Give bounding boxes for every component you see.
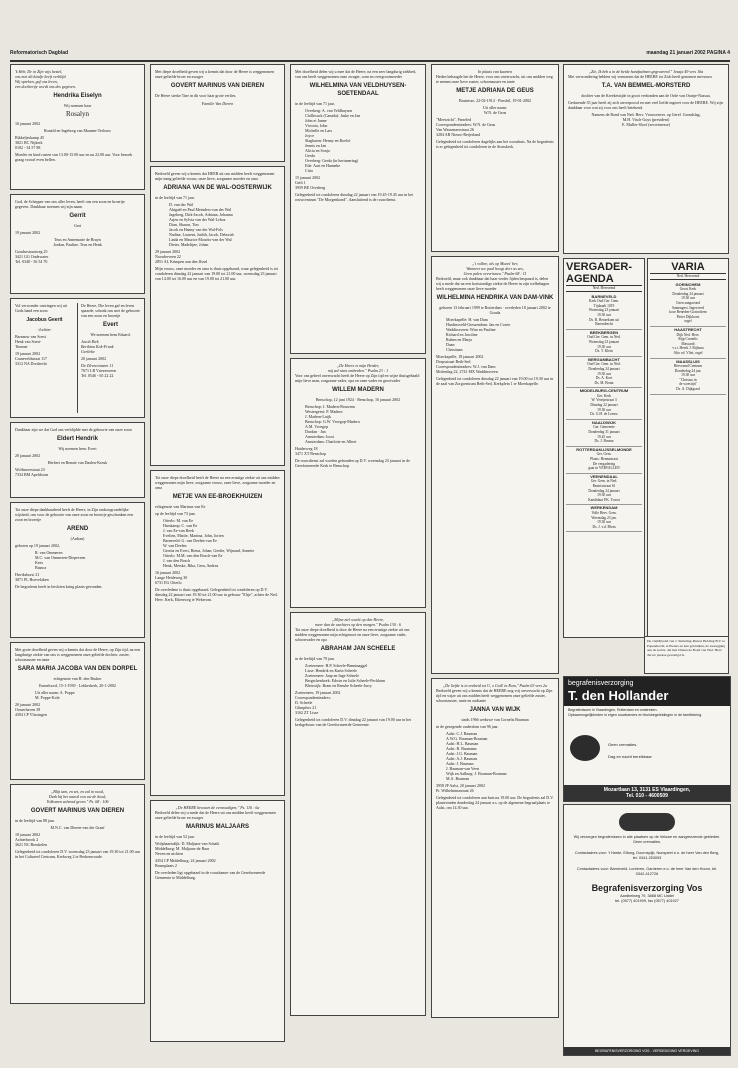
funeral-car-logo-icon (570, 735, 600, 761)
death-notice-marinus (150, 800, 285, 1042)
agenda-title: VERGADER-AGENDA (566, 261, 642, 286)
agenda-entry-details: Oud Ger. Gem. in Ned. Donderdag 24 januari 19.30 uur Ds. A. Kort Ds. M. Bruin (587, 362, 621, 385)
death-notice-govert (10, 784, 145, 1004)
notice-sub: in de leeftijd van 79 jaar. (295, 656, 335, 661)
notice-intro: Bedroefd delen wij u mede dat de Heere uit ons midden heeft weggenomen onze geliefde broer en zwager (155, 810, 276, 820)
agenda-sub: Ned. Hervormd (566, 286, 642, 292)
notice-address: Haiderweg 18 3471 XT Benschop (295, 446, 327, 456)
notice-address: Zoetermeer, 19 januari 2002 Correspondentieadres: D. Scheele Glimpfers 21 3162 ZT Lisse (295, 690, 341, 715)
agenda-entry-title: VEENENDAAL (590, 473, 618, 479)
notice-parents: Otterlo: M. van Ee Harskamp: C. van Ee J. van Ee-van Beek Evelien, Mattie, Martina, John, Jorien Barneveld: G. van Deelen-van Ee W. van Deelen Gerrita en Evert, Riena, Johan, Gerdie, Wijnand, Annette Otterlo: M.M. van den Bosch-van Ee J. van den Bosch Henk, Metske, Rika, Gera, Andrea (163, 518, 255, 568)
notice-address: 18 januari 2002 Achterbrook 2 3621 NC Breukelen (15, 832, 47, 847)
notice-parents: Herbert en Renate van Daalen-Kreuk (47, 460, 108, 465)
notice-quote: „'t volbre, als op Mozes' ber, (472, 261, 518, 266)
notice-footer: Moeder en kind rusten van 13.00-15.00 uur en na 22.00 uur. Voor bezoek graag vooraf even bellen. (15, 152, 133, 162)
notice-parents: Jacob Riek Berthina Kok-Frunk Gerlieke (81, 339, 114, 354)
notice-address: Moerkapelle, 18 januari 2002 Dorpsstraat Beth-Sed Correspondentieadres: W.J. van Dam Molentlag 22, 2741 MX Waddinxveen (436, 354, 498, 374)
agenda-entry (566, 505, 642, 532)
person-name: METJE VAN EE-BROEKHUIZEN (172, 494, 263, 500)
notice-intro: Met verwondering hebben wij vernomen dat de HEERE tot Zich heeft genomen mevrouw (568, 74, 713, 79)
notice-quote: „De Heere is mijn Herder, (336, 363, 380, 368)
agenda-entry-title: NAALDWIJK (592, 419, 616, 425)
notice-date: 16 januari 2002 (15, 121, 41, 126)
notice-intro: Tot onze diepe droefheid heeft de Heere na een ernstige ziekte uit ons midden weggenomen mijn lieve, zorgzame vrouw, onze lieve, zorgzame moeder en oma (155, 475, 280, 490)
ad-contact-1: Contactadres voor: 't Harde, Elburg, Doornspijk, Nunspeet e.o. de heer Van den Berg, tel. 0341-253093 (574, 851, 720, 860)
birth-notice-hendrika (10, 64, 145, 190)
ad-right-text (608, 739, 652, 763)
person-name: WILHELMINA VAN VELDHUYSEN-SOETENDAAL (309, 83, 407, 97)
notice-quote: Wanneer uw paal hoogt dorr as zes, (466, 266, 524, 271)
notice-footer: Gelegenheid tot condoleren D.V. woensdag 23 januari van 19.30 tot 21.00 uur in het Cultureel Centrum, Kerkweg 2 te Berkenwoude. (15, 849, 140, 859)
notice-parents: Barnauw van Soest Henk van Soest- Timmer (15, 334, 46, 349)
notice-sub: echtgenote van H. den Bruker (53, 676, 102, 681)
notice-footer: Gelegenheid tot condoleren D.V. dinsdag 22 januari van 19.00 uur in het kerkgebouw van de Gereformeerde Gemeente. (295, 717, 412, 727)
notice-address: 16 januari 2002 Lange Heideweg 30 6731 EG Otterlo (155, 570, 188, 585)
agenda-entries (650, 282, 726, 395)
notice-intro: Met droefheid delen wij u mee dat de Heere, na een zeer langdurig ziekbed, van ons heeft weggenomen onze zwager, oom en overgrootmoeder (295, 69, 417, 79)
notice-heading: In plaats van kaarten (477, 69, 513, 74)
person-name: T.A. VAN BEMMEL-MORSTERD (601, 83, 691, 89)
notice-address: De Zilverroiaster 11 7671 LB Vriezenveen Tel. 0546 - 65 22 22 (81, 363, 117, 378)
notice-signature: Familie Van Dieren (201, 101, 234, 106)
notice-date: Enmeloord, 15-1-1939 · Lekkerkerk, 20-1-2002 (39, 683, 116, 688)
agenda-entry (650, 327, 726, 359)
notice-footer: De rouwdienst zal worden gehouden op D.V. woensdag 23 januari in de Gereformeerde Kerk te Benschop. (295, 458, 410, 468)
notice-sub: echtgenote van Marinus van Ee (155, 504, 206, 509)
person-name: GOVERT MARINUS VAN DIEREN (170, 83, 265, 89)
death-notice-sara (10, 642, 145, 780)
notice-date: 19 januari 2002 Craneveldstraat 117 3312 NA Dordrecht (15, 351, 47, 366)
notice-quote: „De liefde is in eenheid tot U, o God! in Rom," Psalm 63 vers 2a (442, 683, 548, 688)
notice-address: Havikshorst 21 3871 PL Hoevelaken (15, 572, 49, 582)
agenda-entry-title: WERKENDAM (590, 505, 618, 511)
right-small-notice: De vrijblijvend van J. Siebeling-Pieters Holding B.V. te Papendrecht, is Pieters en kan gebruiken, de toezegging aan de Gebrs. dat hen binnen de Bond van Ned. Herv. die ter plaatse gevestigd is. (644, 636, 729, 674)
birth-notice-gerrit (10, 194, 145, 294)
death-notice-wilhelmina-veldhuysen (290, 64, 426, 354)
ad-den-hollander (563, 676, 731, 802)
notice-parents: Ronald en Ingeborg van Maanen-Terlouw (44, 128, 111, 133)
agenda-title: VARIA (650, 261, 726, 274)
ad-header (564, 677, 730, 706)
call-name: -Jochim- (37, 327, 52, 332)
notice-footer: Mijn vrouw, onze moeder en oma is thuis opgebaard, waar gelegenheid is tot condoleren dinsdag 22 januari van 19.00 tot 21.00 uur, woensdag 23 januari van 14.00 tot 16.00 uur en van 19.00 tot 21.00 uur. (155, 266, 279, 281)
notice-quote: „De HEERE bewaart de eenvoudigen;" Ps. 116 : 6a (175, 805, 260, 810)
death-notice-abraham (290, 612, 426, 1016)
notice-sub: in de leeftijd van 71 jaar. (295, 101, 335, 106)
notice-sub: in de leeftijd van 52 jaar. (155, 834, 195, 839)
notice-sub: in de leeftijd van 71 jaar. (155, 195, 195, 200)
notice-date: Bruinisse, 22-02-1914 · Piershil, 19-01-2002 (459, 98, 531, 103)
notice-quote: Volkomen zalvend geven." Ps. 68 : 106 (46, 799, 109, 804)
notice-parents: Moerkapelle: H. van Dam Hardinxveld-Giessendam: Jan en Corrie Waddinxveen: Wim en Pauline Richard en Jacoline Ruben en Marja Daan Christiaan (446, 317, 511, 352)
notice-parents: Overberg: A. van Veldhuysen Chilliwack (Canada): Jaske en Jan John et Janne Victoria, John Michelle en Lars Joyce Slagharen: Henny en Roelof Jennis en Jan Alicia en Sonja Gerda Overberg: Gerda (in herinnering) Ede: Aart en Hanneke Citta (305, 108, 361, 173)
agenda-entry (566, 474, 642, 506)
notice-intro: God, de Schepper van ons aller leven, heeft ons een zoon en broertje gegeven. Dankbaar noemen wij zijn naam (15, 199, 125, 209)
notice-quote: mij zal niets ontbreken." Psalm 23 : 1 (327, 368, 389, 373)
notice-address: "Meerzicht", Parseled Correspondentieadres: W.N. de Geus Van Wassenaerstraat 26 3284 AB Nieuw-Beijerland (436, 117, 496, 137)
ad-text: Begrafenissen in Vlaardingen, Rotterdam en omstreken. Opbaarmogelijkheden in eigen rouwkamers en thuisbegeleidingen in de familiekring. (568, 708, 703, 717)
notice-intro-line: 'k Heb, De in Zijn wijs bestel, (15, 69, 63, 74)
notice-quote: „Zie, Ik heb u in de beide handpalmen gegraveerd." Jesaja 49 vers 16a (588, 69, 704, 74)
child-name: Gerrit (69, 213, 86, 219)
notice-parents: R. van Ommeren M.C. van Ommeren-Diepeveen Kees Bianca (35, 550, 86, 570)
death-notice-govert-family (150, 64, 285, 162)
notice-parents: Teus en Annemarie de Bruyn Jordan, Pauline, Teus en Henk (53, 237, 102, 247)
varia-agenda (647, 258, 729, 638)
notice-date: 20 januari 2002 (81, 356, 107, 361)
notice-intro: Tot onze diepe droefheid is door de Heere na een ernstige ziekte uit ons midden weggenomen mijn echtgenoot en onze lieve, zorgzame vader, schoonvader en opa (295, 627, 410, 642)
agenda-entry-details: Hervormd Centrum Donderdag 24 jan. 19.30 uur "Christus in de woestijn" Ds. A. Dijkgraaf (673, 364, 703, 392)
notice-intro: Bedroefd geven wij u kennis dat de HEERE nog vrij onverwacht op Zijn tijd en wijze uit ons midden heeft weggenomen onze geliefde zuster, schoonzuster, tante en oudtante (436, 688, 553, 703)
notice-intro-line: Wij spreken, gaf ons leven, (15, 79, 58, 84)
ad-contact-2: Contactadres voor: Barneveld, Lunteren, Garderen e.o. de heer Van den Hoorn, tel. 0342-412726 (576, 867, 718, 876)
death-notice-metje-de-geus (431, 64, 559, 252)
notice-parents: Wolphaartsdijk: D. Maljaars-van Schaik Middelburg: M. Maljaars-de Baar Neven en nichten (155, 841, 220, 856)
notice-sub: Gert (73, 223, 82, 228)
notice-address: 3958 JP Aalst, 20 januari 2002 Pr. Wilhelminastraat 26 (436, 783, 485, 793)
notice-date: 20 januari 2002 (15, 453, 41, 458)
notice-quote: Dezh bij het naastl von uw de dood, (48, 794, 107, 799)
notice-address: Goudsestraatweg 25 3421 GG Oudewater Tel. 0348 - 56 54 70 (15, 249, 49, 264)
notice-address: 15 januari 2002 Grift 1 3959 BE Overberg (295, 175, 326, 190)
notice-footer: De overledene is thuis opgebaard. Gelegenheid tot condoleren op D.V. dinsdag 22 januari van 19.30 tot 21.00 uur in gebouw "Eltje", achter de Ned. Herv. Kerk, Eikenweg te Wekerom. (155, 587, 278, 602)
notice-address: Bikkeljeskamp 45 3821 BC Nijkerk 0182 - 34 57 88 (15, 135, 44, 150)
person-name: METJE ADRIANA DE GEUS (456, 88, 534, 94)
notice-quote: „Blijt tam, en zet, en zal in nood, (51, 789, 104, 794)
notice-parents: Uit aller naam: W.N. de Geus (483, 105, 507, 115)
agenda-entry (650, 282, 726, 327)
agenda-entry-details: Oud Ger. Gem. in Ned. Woensdag 23 januari 19.30 uur Ds. T. Klein (587, 335, 621, 354)
notice-sub: Wij noemen haar (63, 103, 92, 108)
ad-available: Dag en nacht bereikbaar (608, 754, 652, 759)
column-1 (10, 64, 145, 1008)
agenda-entry (566, 447, 642, 474)
notice-quote: „Mijne ziel wacht op den Heere, (331, 617, 385, 622)
death-notice-wilhelmina-van-dam (431, 256, 559, 674)
notice-footer: Gelegenheid tot condoleren dinsdag 22 januari van 19.45-19.45 uur in het rouwcentrum "De Morgenkond". Aansluitend is de rouwdienst. (295, 192, 414, 202)
notice-intro: Bedroefd, maar ook dankbaar dat haar verder lijden bespaard is, delen wij u mede dat na een kortstondige ziekte de Heere in zijn welbehagen heeft weggenomen onze lieve moeder (436, 276, 550, 291)
child-name: Hendrika Eiselyn (53, 93, 102, 99)
notice-sub: We noemen hem Eduard. (90, 332, 131, 337)
person-name: WILHELMINA HENDRIKA VAN DAM-VINK (436, 295, 554, 301)
notice-footer: De overleden ligt opgebaard in de rouwkamer van de Gereformeerde Gemeente te Middelburg. (155, 870, 266, 880)
notice-intro: Vol verwonder ontvingen wij uit Gods hand een zoon (15, 303, 67, 313)
notice-parents: Aalst: C.J. Bauman A.W.G. Bauman-Bouman Aalst: H.L. Bauman Aalst: B. Baumann Aalst: J.G. Bauman Aalst: A.J. Bauman Aalst: J. Bauman J. Bauman-van Veen Wijk en Aalburg: J. Bouman-Bouman M.A. Bouman (446, 731, 507, 781)
agenda-entry (650, 359, 726, 395)
agenda-entry-title: MIDDELBURG-CENTRUM (579, 388, 629, 394)
agenda-entry-title: HAASTRECHT (674, 326, 702, 332)
notice-arend (10, 502, 145, 638)
notice-footer: Gelegenheid tot condoleren aan huis na 19.00 uur. De begrafenis zal D.V. plaatsvinden donderdag 24 januari a.s. op de algemene begraafplaats te Aalst, om 14.30 uur. (436, 795, 554, 810)
notice-intro: Voor ons geheel onverwacht heeft de Heere op Zijn tijd en wijze thuisgehaald mijn lieve man, zorgzame vader, opa en onze vader en grootvader (295, 373, 420, 383)
agenda-entry-details: Kerk Oud Ger. Gem. Tijdzaalt 1019 Woensdag 23 januari 19.30 uur Ds. R. Beuzekom uit Barendrecht (588, 299, 620, 327)
agenda-entry-details: Groot Kerk Donderdag 24 januari 19.30 uur Geen zangavond Samengest. Ingevoerd koor Beneden-Gorinchem Pieter Dijkhorst orgel (669, 287, 707, 324)
agenda-entry (566, 294, 642, 330)
notice-parents: Benschop: J. Madern-Bouwens Westergeest: P. Madern J. Madern-Luijk Benschop: G.W. Vroegop-Madern A.M. Vroegop Durdan · Jan Amsterdam: Joost Amsterdam: Charlotte en Albert (305, 404, 360, 444)
agenda-sub: Ned. Hervormd (650, 274, 726, 280)
person-name: JANNA VAN WIJK (469, 707, 521, 713)
vos-logo-icon (619, 813, 675, 831)
notice-date: 19 januari 2002 (15, 230, 41, 235)
agenda-entry-details: Ger. Kerk W. Verrijnstraat 3 Dinsdag 22 januari 19.30 uur Ds. G.H. de Leeuw (590, 393, 618, 417)
birth-notice-eldert (10, 422, 145, 498)
column-5 (563, 64, 729, 258)
notice-sub: dochter van de Kreeketzijde in groot verbonden aan de Orde van Oranje-Nassau. (581, 93, 711, 98)
person-name: SARA MARIA JACOBA VAN DEN DORPEL (17, 666, 138, 672)
notice-sub: sinds 1966 weduwe van Cornelis Bauman (461, 717, 529, 722)
notice-parents: Uit aller naam: A. Poppe M. Poppe-Kole (35, 690, 75, 700)
notice-address: 4354 CP Middelburg, 24 januari 2002 Brunsplaats 2 (155, 858, 216, 868)
notice-intro: De Heere, Die leven gaf en leven spaarde, schonk ons met de geboorte van een zoon en broertje (81, 303, 140, 318)
person-name: WILLEM MADERN (332, 387, 384, 393)
notice-date: geboren op 19 januari 2002, (15, 543, 60, 548)
column-4 (431, 64, 559, 1022)
agenda-entry-title: ROTTERDAM-IJSSELMONDE (576, 446, 632, 452)
notice-date: Benschop, 12 juni 1924 · Benschop, 16 januari 2002 (315, 397, 401, 402)
column-2 (150, 64, 285, 1046)
agenda-entry (566, 420, 642, 447)
agenda-entry-title: BEEKBERGEN (589, 329, 619, 335)
newspaper-name: Reformatorisch Dagblad (10, 50, 69, 56)
person-name: ABRAHAM JAN SCHEELE (320, 646, 396, 652)
notice-quote: Geen palen ovevrinnen." Psalm 68 : 11 (463, 271, 527, 276)
notice-sub: (Ardian) (70, 536, 85, 541)
notice-intro: Tot onze diepe dankbaarheid heeft de Heere, in Zijn ondoorgrondelijke wijsheid, ons voor de geboorte van onze zoon en broertje geschonken een zoon en broertje (15, 507, 133, 522)
ad-contact-address: Aardbeiweg 79, 3888 MC Uddel tel. (0577) 401909, fax (0577) 401927 (615, 894, 679, 903)
notice-intro: Dankbaar zijn we dat God ons verblijdde met de geboorte van onze zoon (15, 427, 132, 432)
agenda-entry-title: BERGAMBACHT (588, 356, 620, 362)
notice-parents: D. van der Wal Abigaël en Paul Meinders-van der Wal Jagekerg, Dirk-Jacob, Adriana, Johanna Arjen en Sylvia van der Wal-Leboz Dian, Sharon, Tim Jacob en Hanny van der Wal-Fols Nadine, Laurent, Judith, Jacob, Deborah Linda en Maurice Mourits-van der Wal Dieter, Madelijne, Johan (169, 202, 234, 247)
ad-vos (563, 804, 731, 1056)
person-name: ADRIANA VAN DE WAL-OOSTERWIJK (163, 185, 272, 191)
ad-no-cremations: Geen crematies. (608, 742, 638, 747)
notice-signature: Namens de Bond van Ned. Herv. Vrouwenver. op Geref. Grondslag, M.H. Visch-Guys (president) E. Muller-Sloof (secretaresse) (591, 112, 701, 127)
notice-footer: Gedurende 35 jaar heeft zij zich onverpoosd en met veel liefde ingezet voor de HEERE. Wij zijn dankbaar voor wat zij voor ons heeft betekend. (568, 100, 723, 110)
ad-brand: T. den Hollander (568, 688, 669, 703)
agenda-entry-title: GORINCHEM (675, 281, 701, 287)
notice-parents: Zoetermeer: H.P. Scheele-Benninaggel Lisse: Hendrik en Karin Scheele Zoetermeer: Jaap en Inge Scheele Bergschenhoek: Edwin en Julie Scheele-Peckham Bleiswijk: Bram en Renske Scheele-Jurry (305, 663, 385, 688)
notice-sub: Wij noemen hem: Evert (58, 446, 97, 451)
person-name: GOVERT MARINUS VAN DIEREN (30, 808, 125, 814)
agenda-section (563, 258, 729, 638)
agenda-entry-details: Ger. Gem. in Ned. Beatrixstraat 61 Donderdag 24 januari 19.30 uur Kandidaat P.K. Troost (588, 479, 620, 502)
death-notice-willem-madern (290, 358, 426, 608)
notice-footer: Gelegenheid tot condoleren dagelijks aan het woonhuis. Na de begrafenis is er gelegenheid tot condoleren in de Sionskerk. (436, 139, 554, 149)
death-notice-metje-van-ee (150, 470, 285, 796)
agenda-entry (566, 388, 642, 420)
notice-footer: De begrafenis heeft in besloten kring plaats-gevonden. (15, 584, 103, 589)
agenda-entry-title: MAASSLUIS (676, 358, 700, 364)
notice-intro: Met diepe droefheid geven wij u kennis dat door de Heere is weggenomen onze geliefde broer en zwager (155, 69, 275, 79)
vergader-agenda (563, 258, 645, 638)
column-3 (290, 64, 426, 1020)
agenda-entry-title: BARNEVELD (591, 293, 617, 299)
notice-address: Wolfmoerstraat 23 7334 BM Apeldoorn (15, 467, 49, 477)
child-name: Evert (102, 322, 118, 328)
death-notice-adriana (150, 166, 285, 466)
birth-notices-pair (10, 298, 145, 418)
person-name: MARINUS MALJAARS (186, 824, 249, 830)
notice-sub: De Heere sterke Tine in dit voor haar grote verlies. (155, 93, 237, 98)
death-notice-janna-van-wijk (431, 678, 559, 1018)
birth-notice-jacobus (15, 303, 74, 413)
notice-intro-line: een dochtertje wordt ons des gegeven. (15, 84, 76, 89)
notice-parents: M.N.C. van Dieren-van der Graaf (50, 825, 105, 830)
notice-sub: geboren 13 februari 1909 te Rotterdam · overleden 18 januari 2002 te Gouda (439, 305, 551, 315)
notice-footer: Gelegenheid tot condoleren dinsdag 22 januari van 19.00 tot 19.30 uur in de zaal van Zorgcentrum Beth-Sed, Kerkplein 1 te Moerkapelle. (436, 376, 554, 386)
agenda-entry-details: Dijk Ned. Herv. Rijp Cornelis Massardt v.t.t. Heerk J. Bijlsma Alto vd. Vliet, orgel (672, 332, 704, 355)
notice-intro: Bedroefd geven wij u kennis dat HEER uit ons midden heeft weggenomen mijn innig geliefde vrouw, onze lieve, zorgzame moeder en oma (155, 171, 275, 181)
birth-notice-evert (77, 303, 140, 413)
notice-sub: in de leeftijd van 88 jaar. (15, 818, 55, 823)
ad-footer-bar: BEGRAFENISVERZORGING VOS - VERDEDIGING VERGEVING (564, 1047, 730, 1055)
call-name: Rosalyn (66, 110, 89, 118)
page-header (10, 50, 730, 62)
person-name: AREND (66, 526, 89, 532)
ad-kicker: begrafenisverzorging (568, 680, 634, 687)
child-name: Eldert Hendrik (56, 436, 98, 442)
ad-text: Wij verzorgen begrafenissen in alle plaatsen op de Veluwe en aangrenzende gebieden. Geen crematies. (573, 835, 721, 844)
death-notice-van-bemmel (563, 64, 729, 254)
ad-address: Mozartlaan 13, 3131 ES Vlaardingen, Tel. 010 - 4600509 (564, 785, 730, 801)
notice-intro-line: ons met dit kindje heeft verblijd. (15, 74, 67, 79)
page-date-number: maandag 21 januari 2002 PAGINA 4 (646, 50, 730, 56)
notice-date: in de gezegende ouderdom van 96 jaar. (436, 724, 499, 729)
notice-date: 29 januari 2002 Noorderveen 22 2851 AL Krimpen aan den IJssel (155, 249, 208, 264)
ad-brand: Begrafenisverzorging Vos (591, 883, 703, 893)
agenda-entry-details: Volle Herv. Gem. Woensdag 23 jan. 19.30 uur Ds. J. v.d. Blom (591, 510, 617, 529)
agenda-entry-details: Ger. Gem. Plaats: Hennastraat De vergadering gaat in VERVALLEN (588, 452, 620, 471)
agenda-entry (566, 330, 642, 357)
agenda-entry-details: Ger. Gemeente Donderdag 31 januari 19.45 uur Ds. J. Bosma (588, 425, 620, 444)
agenda-entries (566, 294, 642, 533)
notice-address: 20 januari 2002 Oosterhaven 38 4394 CP Vlissingen (15, 702, 47, 717)
notice-intro: Met grote droefheid geven wij u kennis dat door de Heere, op Zijn tijd, na een langdurige ziekte van ons is weggenomen onze geliefde dochter, zuster, schoonzuster en tante (15, 647, 140, 662)
notice-quote: meer dan de wachters op den morgen." Psalm 130 : 6 (314, 622, 402, 627)
notice-date: op de leeftijd van 73 jaar. (155, 511, 196, 516)
agenda-entry (566, 357, 642, 389)
child-name: Jacobus Geerit (26, 317, 63, 323)
notice-intro: Heden behaagde het de Heere, voor ons onverwacht, uit ons midden weg te nemen onze lieve zuster, schoonzuster en tante (436, 74, 553, 84)
